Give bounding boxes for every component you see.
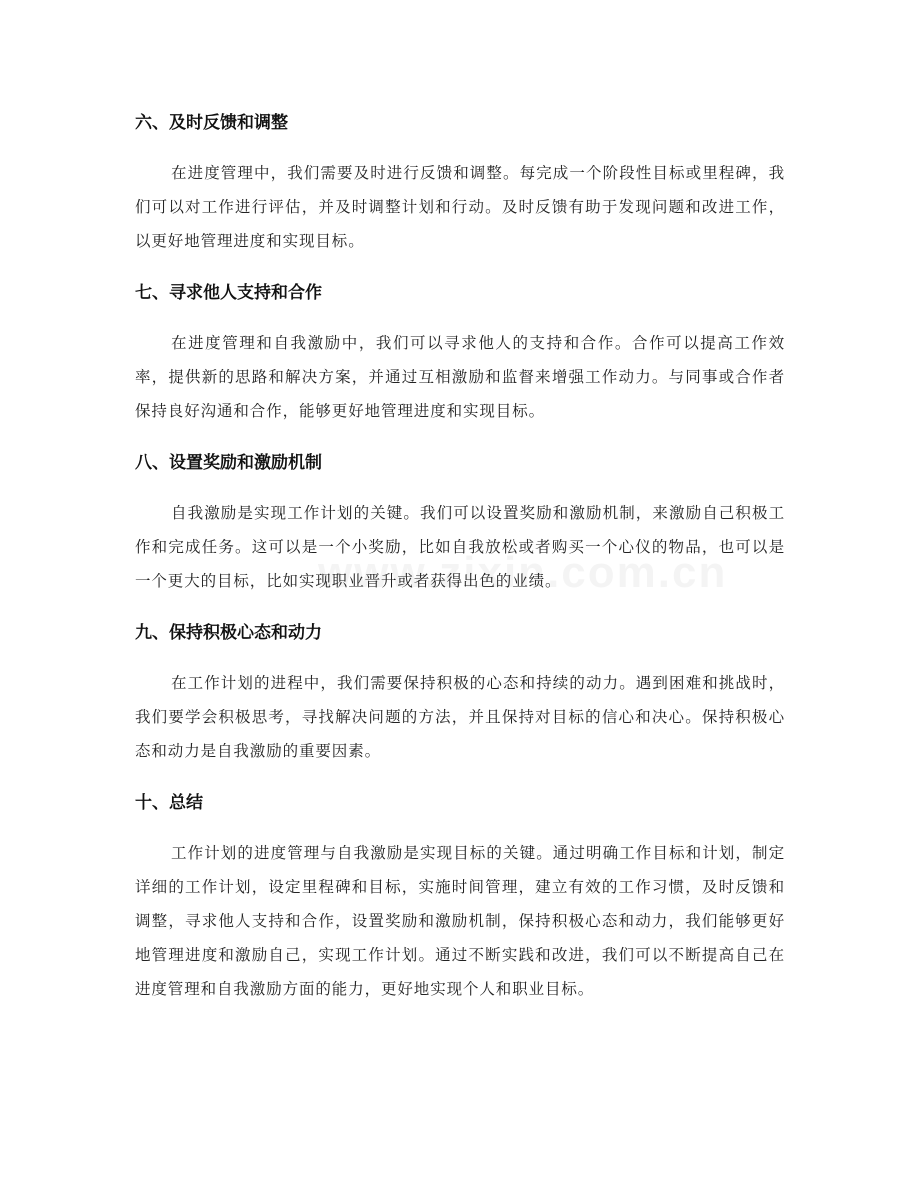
section-paragraph: 自我激励是实现工作计划的关键。我们可以设置奖励和激励机制，来激励自己积极工作和完成任务。这可以是一个小奖励，比如自我放松或者购买一个心仪的物品，也可以是一个更大的目标，比如实现职业晋升或者获得出色的业绩。 <box>135 504 785 590</box>
section-8 <box>135 446 785 616</box>
section-10 <box>135 786 785 1006</box>
section-paragraph: 在工作计划的进程中，我们需要保持积极的心态和持续的动力。遇到困难和挑战时，我们要学会积极思考，寻找解决问题的方法，并且保持对目标的信心和决心。保持积极心态和动力是自我激励的重要因素。 <box>135 674 785 760</box>
section-paragraph: 在进度管理和自我激励中，我们可以寻求他人的支持和合作。合作可以提高工作效率，提供新的思路和解决方案，并通过互相激励和监督来增强工作动力。与同事或合作者保持良好沟通和合作，能够更好地管理进度和实现目标。 <box>135 334 785 420</box>
section-9 <box>135 616 785 786</box>
section-heading: 八、设置奖励和激励机制 <box>135 453 322 473</box>
section-heading: 十、总结 <box>135 793 203 813</box>
section-heading: 六、及时反馈和调整 <box>135 113 288 133</box>
section-paragraph: 在进度管理中，我们需要及时进行反馈和调整。每完成一个阶段性目标或里程碑，我们可以对工作进行评估，并及时调整计划和行动。及时反馈有助于发现问题和改进工作，以更好地管理进度和实现目标。 <box>135 164 785 250</box>
document-content <box>135 106 785 1006</box>
section-7 <box>135 276 785 446</box>
section-paragraph: 工作计划的进度管理与自我激励是实现目标的关键。通过明确工作目标和计划，制定详细的工作计划，设定里程碑和目标，实施时间管理，建立有效的工作习惯，及时反馈和调整，寻求他人支持和合作，设置奖励和激励机制，保持积极心态和动力，我们能够更好地管理进度和激励自己，实现工作计划。通过不断实践和改进，我们可以不断提高自己在进度管理和自我激励方面的能力，更好地实现个人和职业目标。 <box>135 844 785 998</box>
section-6 <box>135 106 785 276</box>
section-heading: 七、寻求他人支持和合作 <box>135 283 322 303</box>
section-heading: 九、保持积极心态和动力 <box>135 623 322 643</box>
